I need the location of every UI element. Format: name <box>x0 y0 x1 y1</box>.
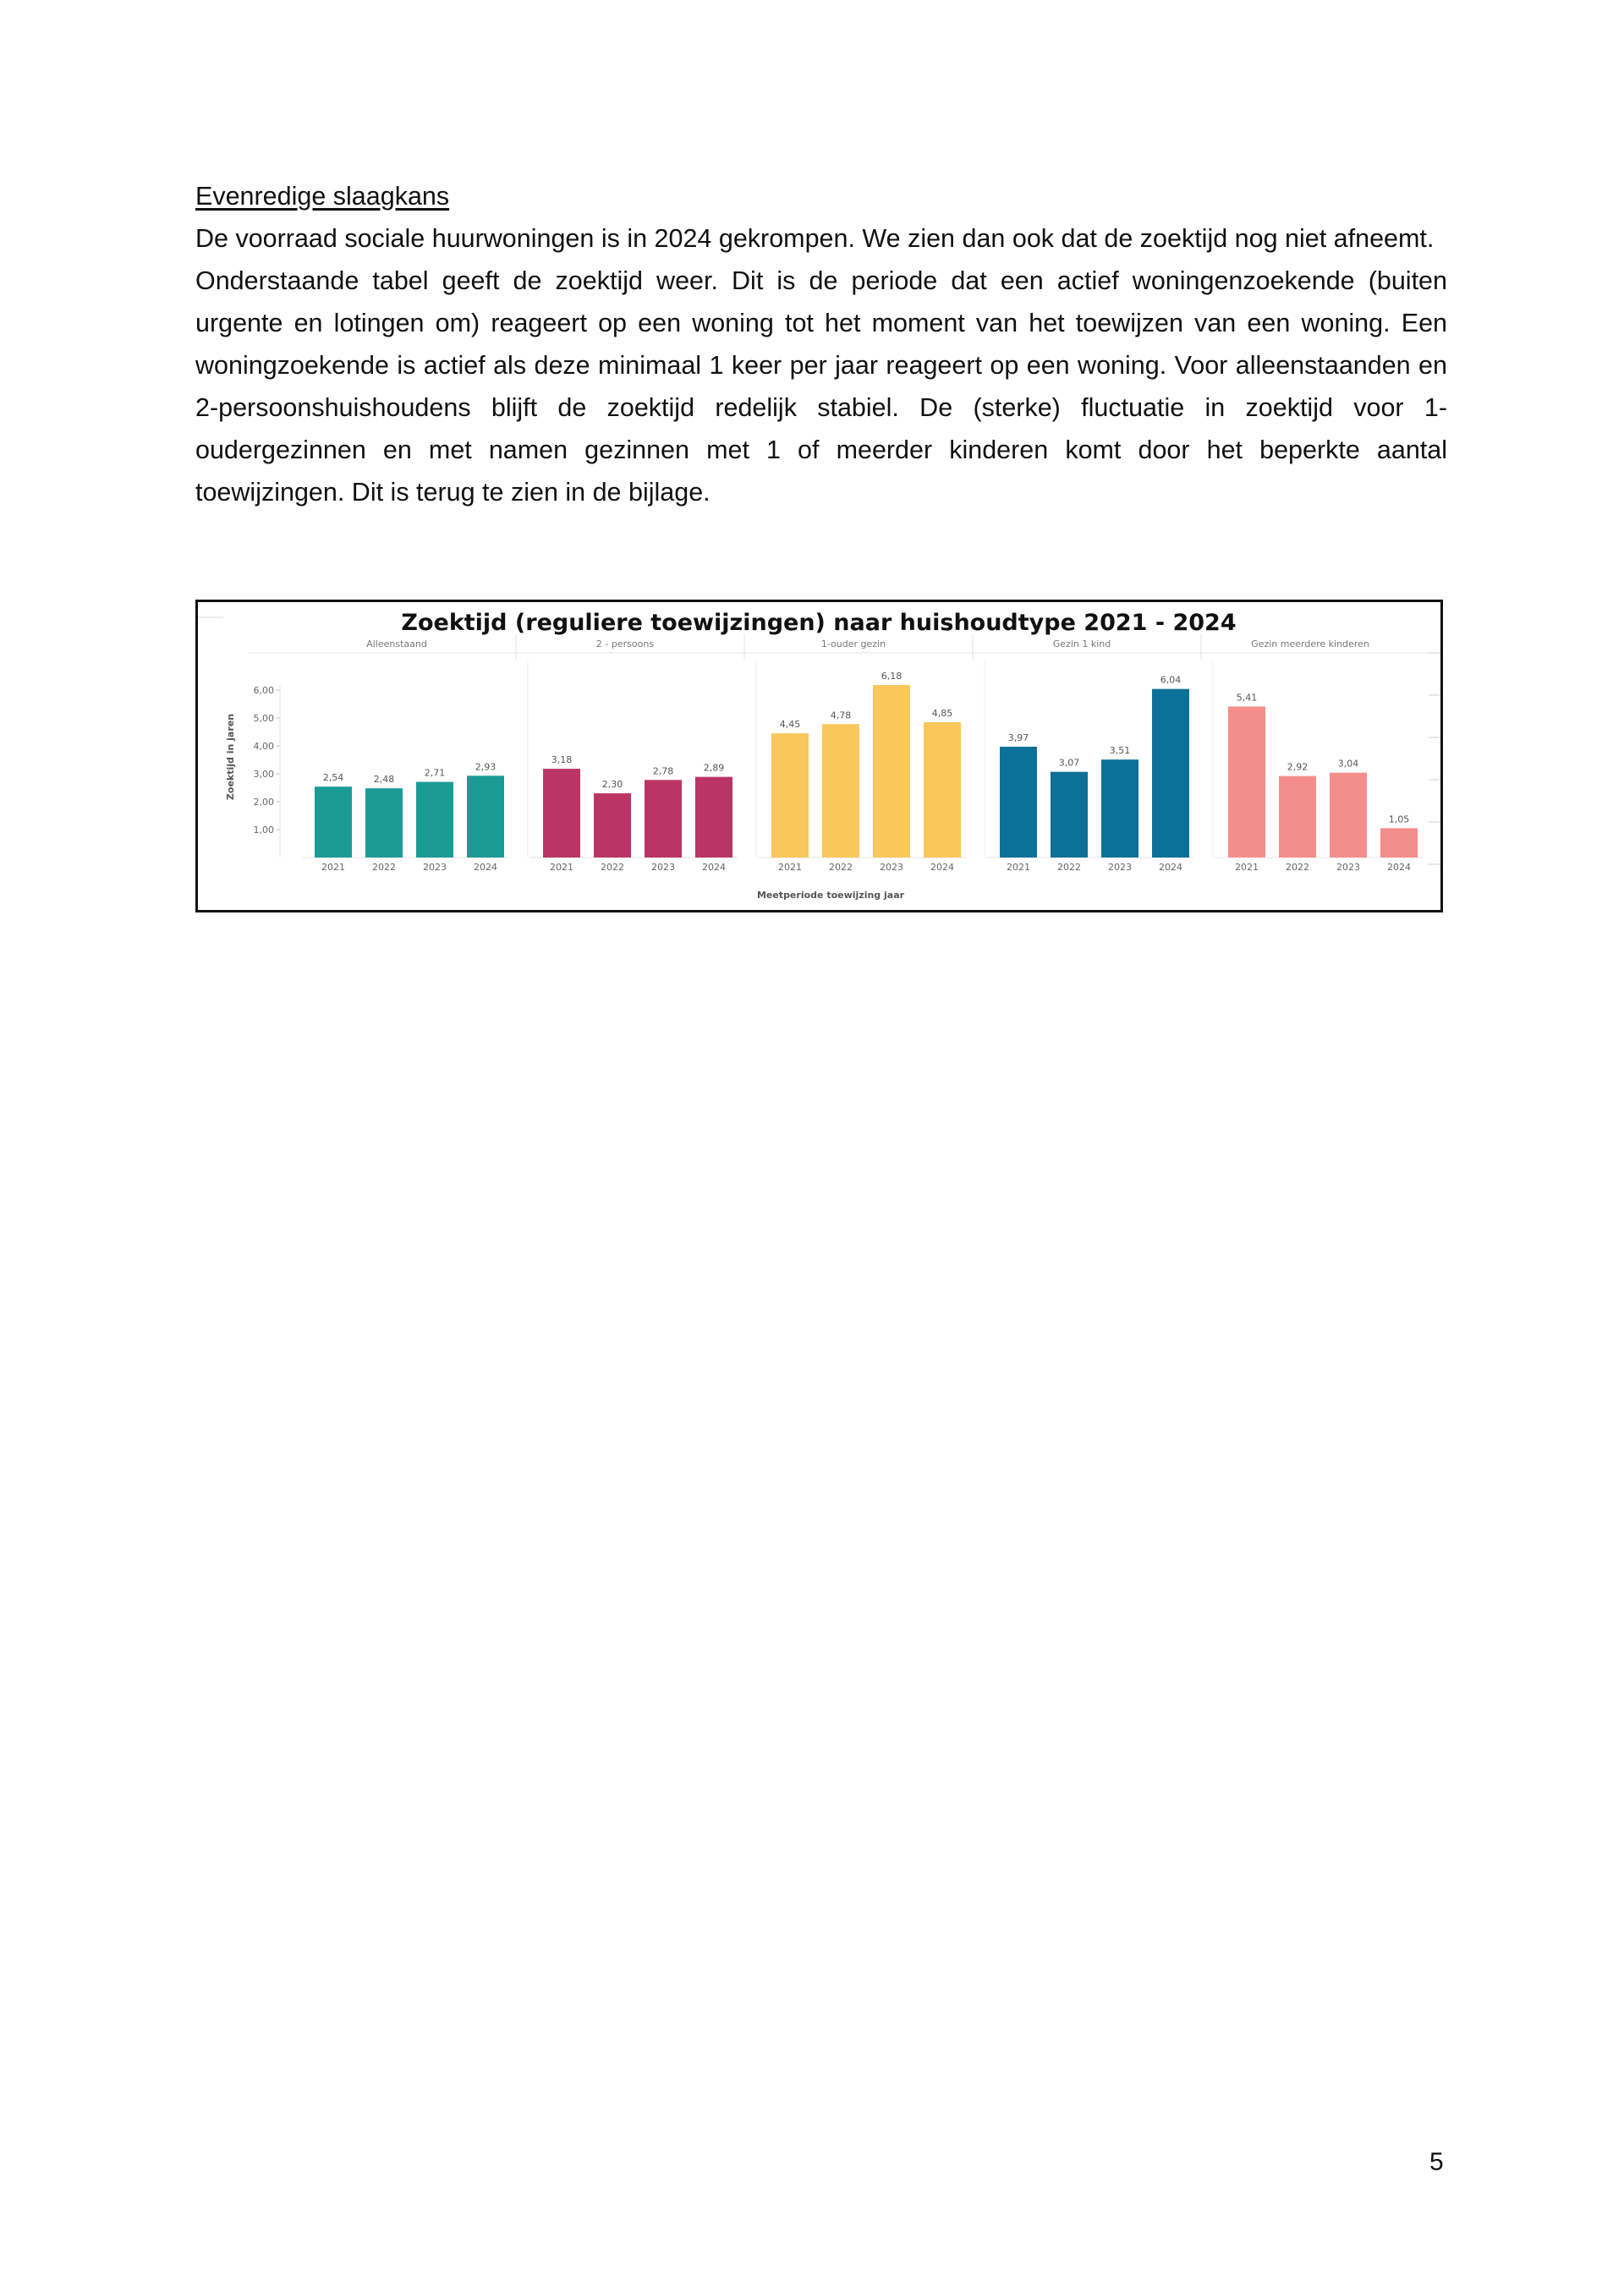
bar <box>467 775 504 858</box>
data-label: 2,78 <box>652 765 674 777</box>
y-tick-label: 2,00 <box>253 797 274 808</box>
section-heading: Evenredige slaagkans <box>195 182 450 211</box>
page-number: 5 <box>1429 2148 1444 2176</box>
bar-chart <box>198 602 1440 910</box>
x-tick-label: 2021 <box>321 862 345 873</box>
x-tick-label: 2023 <box>1108 862 1132 873</box>
x-tick-label: 2024 <box>930 862 954 873</box>
bar <box>1051 772 1088 858</box>
x-tick-label: 2024 <box>1159 862 1182 873</box>
panel-header: 2 - persoons <box>595 638 655 649</box>
data-label: 3,07 <box>1058 757 1080 769</box>
data-label: 4,85 <box>931 707 953 719</box>
x-tick-label: 2021 <box>1235 862 1259 873</box>
bar <box>1330 773 1367 858</box>
document-body <box>195 175 1447 513</box>
x-tick-label: 2022 <box>601 862 624 873</box>
data-label: 6,18 <box>881 671 903 682</box>
data-label: 1,05 <box>1388 814 1410 825</box>
x-tick-label: 2023 <box>880 862 903 873</box>
data-label: 6,04 <box>1160 674 1182 686</box>
y-tick-label: 4,00 <box>253 741 274 752</box>
bar <box>315 786 352 858</box>
x-tick-label: 2022 <box>372 862 396 873</box>
bar <box>1000 747 1037 858</box>
x-tick-label: 2021 <box>550 862 573 873</box>
bar <box>873 685 910 858</box>
x-tick-label: 2024 <box>1387 862 1411 873</box>
x-tick-label: 2021 <box>778 862 802 873</box>
data-label: 2,89 <box>703 762 725 774</box>
bar <box>771 733 809 858</box>
y-tick-label: 1,00 <box>253 825 274 836</box>
panel-header: Alleenstaand <box>366 638 427 649</box>
x-tick-label: 2023 <box>651 862 675 873</box>
data-label: 5,41 <box>1236 692 1258 704</box>
chart-frame <box>195 600 1443 912</box>
panel-header: Gezin 1 kind <box>1052 638 1111 649</box>
data-label: 2,30 <box>601 779 623 791</box>
x-axis-label: Meetperiode toewijzing jaar <box>756 890 905 901</box>
y-tick-label: 3,00 <box>253 769 274 780</box>
bar <box>924 722 961 858</box>
data-label: 2,54 <box>322 772 344 784</box>
x-tick-label: 2022 <box>1057 862 1081 873</box>
panel-header: Gezin meerdere kinderen <box>1251 638 1369 649</box>
y-axis-label: Zoektijd in jaren <box>225 713 236 801</box>
bar <box>416 782 453 858</box>
bar <box>1279 776 1316 858</box>
x-tick-label: 2024 <box>702 862 726 873</box>
bar <box>822 724 859 858</box>
x-tick-label: 2024 <box>474 862 497 873</box>
data-label: 2,92 <box>1287 761 1309 773</box>
bar <box>1101 759 1138 858</box>
y-tick-label: 5,00 <box>253 713 274 724</box>
x-tick-label: 2023 <box>1336 862 1360 873</box>
bar <box>365 788 403 858</box>
x-tick-label: 2022 <box>829 862 853 873</box>
paragraph: Onderstaande tabel geeft de zoektijd weer. Dit is de periode dat een actief woningenzoekende (buiten urgente en lotingen om) reageert op een woning tot het moment van het toewijzen van een woning. Een woningzoekende is actief als deze minimaal 1 keer per jaar reageert op een woning. Voor alleenstaanden en 2-persoonshuishoudens blijft de zoektijd redelijk stabiel. De (sterke) fluctuatie in zoektijd voor 1-oudergezinnen en met namen gezinnen met 1 of meerder kinderen komt door het beperkte aantal toewijzingen. Dit is terug te zien in de bijlage. <box>195 266 1447 507</box>
x-tick-label: 2022 <box>1286 862 1309 873</box>
bar <box>594 793 631 858</box>
data-label: 2,93 <box>475 761 497 773</box>
y-tick-label: 6,00 <box>253 685 274 696</box>
data-label: 2,71 <box>424 767 446 779</box>
bar <box>1380 828 1418 858</box>
data-label: 3,04 <box>1337 758 1359 770</box>
chart-title: Zoektijd (reguliere toewijzingen) naar huishoudtype 2021 - 2024 <box>401 610 1237 636</box>
data-label: 3,97 <box>1007 732 1029 743</box>
bar <box>645 780 682 858</box>
bar <box>543 769 580 858</box>
panel-header: 1-ouder gezin <box>820 638 886 649</box>
data-label: 2,48 <box>373 774 395 786</box>
x-tick-label: 2021 <box>1007 862 1030 873</box>
bar <box>1152 689 1189 858</box>
data-label: 3,51 <box>1109 745 1131 757</box>
data-label: 3,18 <box>551 754 573 766</box>
paragraph: De voorraad sociale huurwoningen is in 2024 gekrompen. We zien dan ook dat de zoektijd nog niet afneemt. <box>195 224 1435 253</box>
data-label: 4,78 <box>830 710 852 721</box>
bar <box>695 777 732 858</box>
x-tick-label: 2023 <box>423 862 447 873</box>
data-label: 4,45 <box>779 719 801 731</box>
bar <box>1228 706 1265 858</box>
